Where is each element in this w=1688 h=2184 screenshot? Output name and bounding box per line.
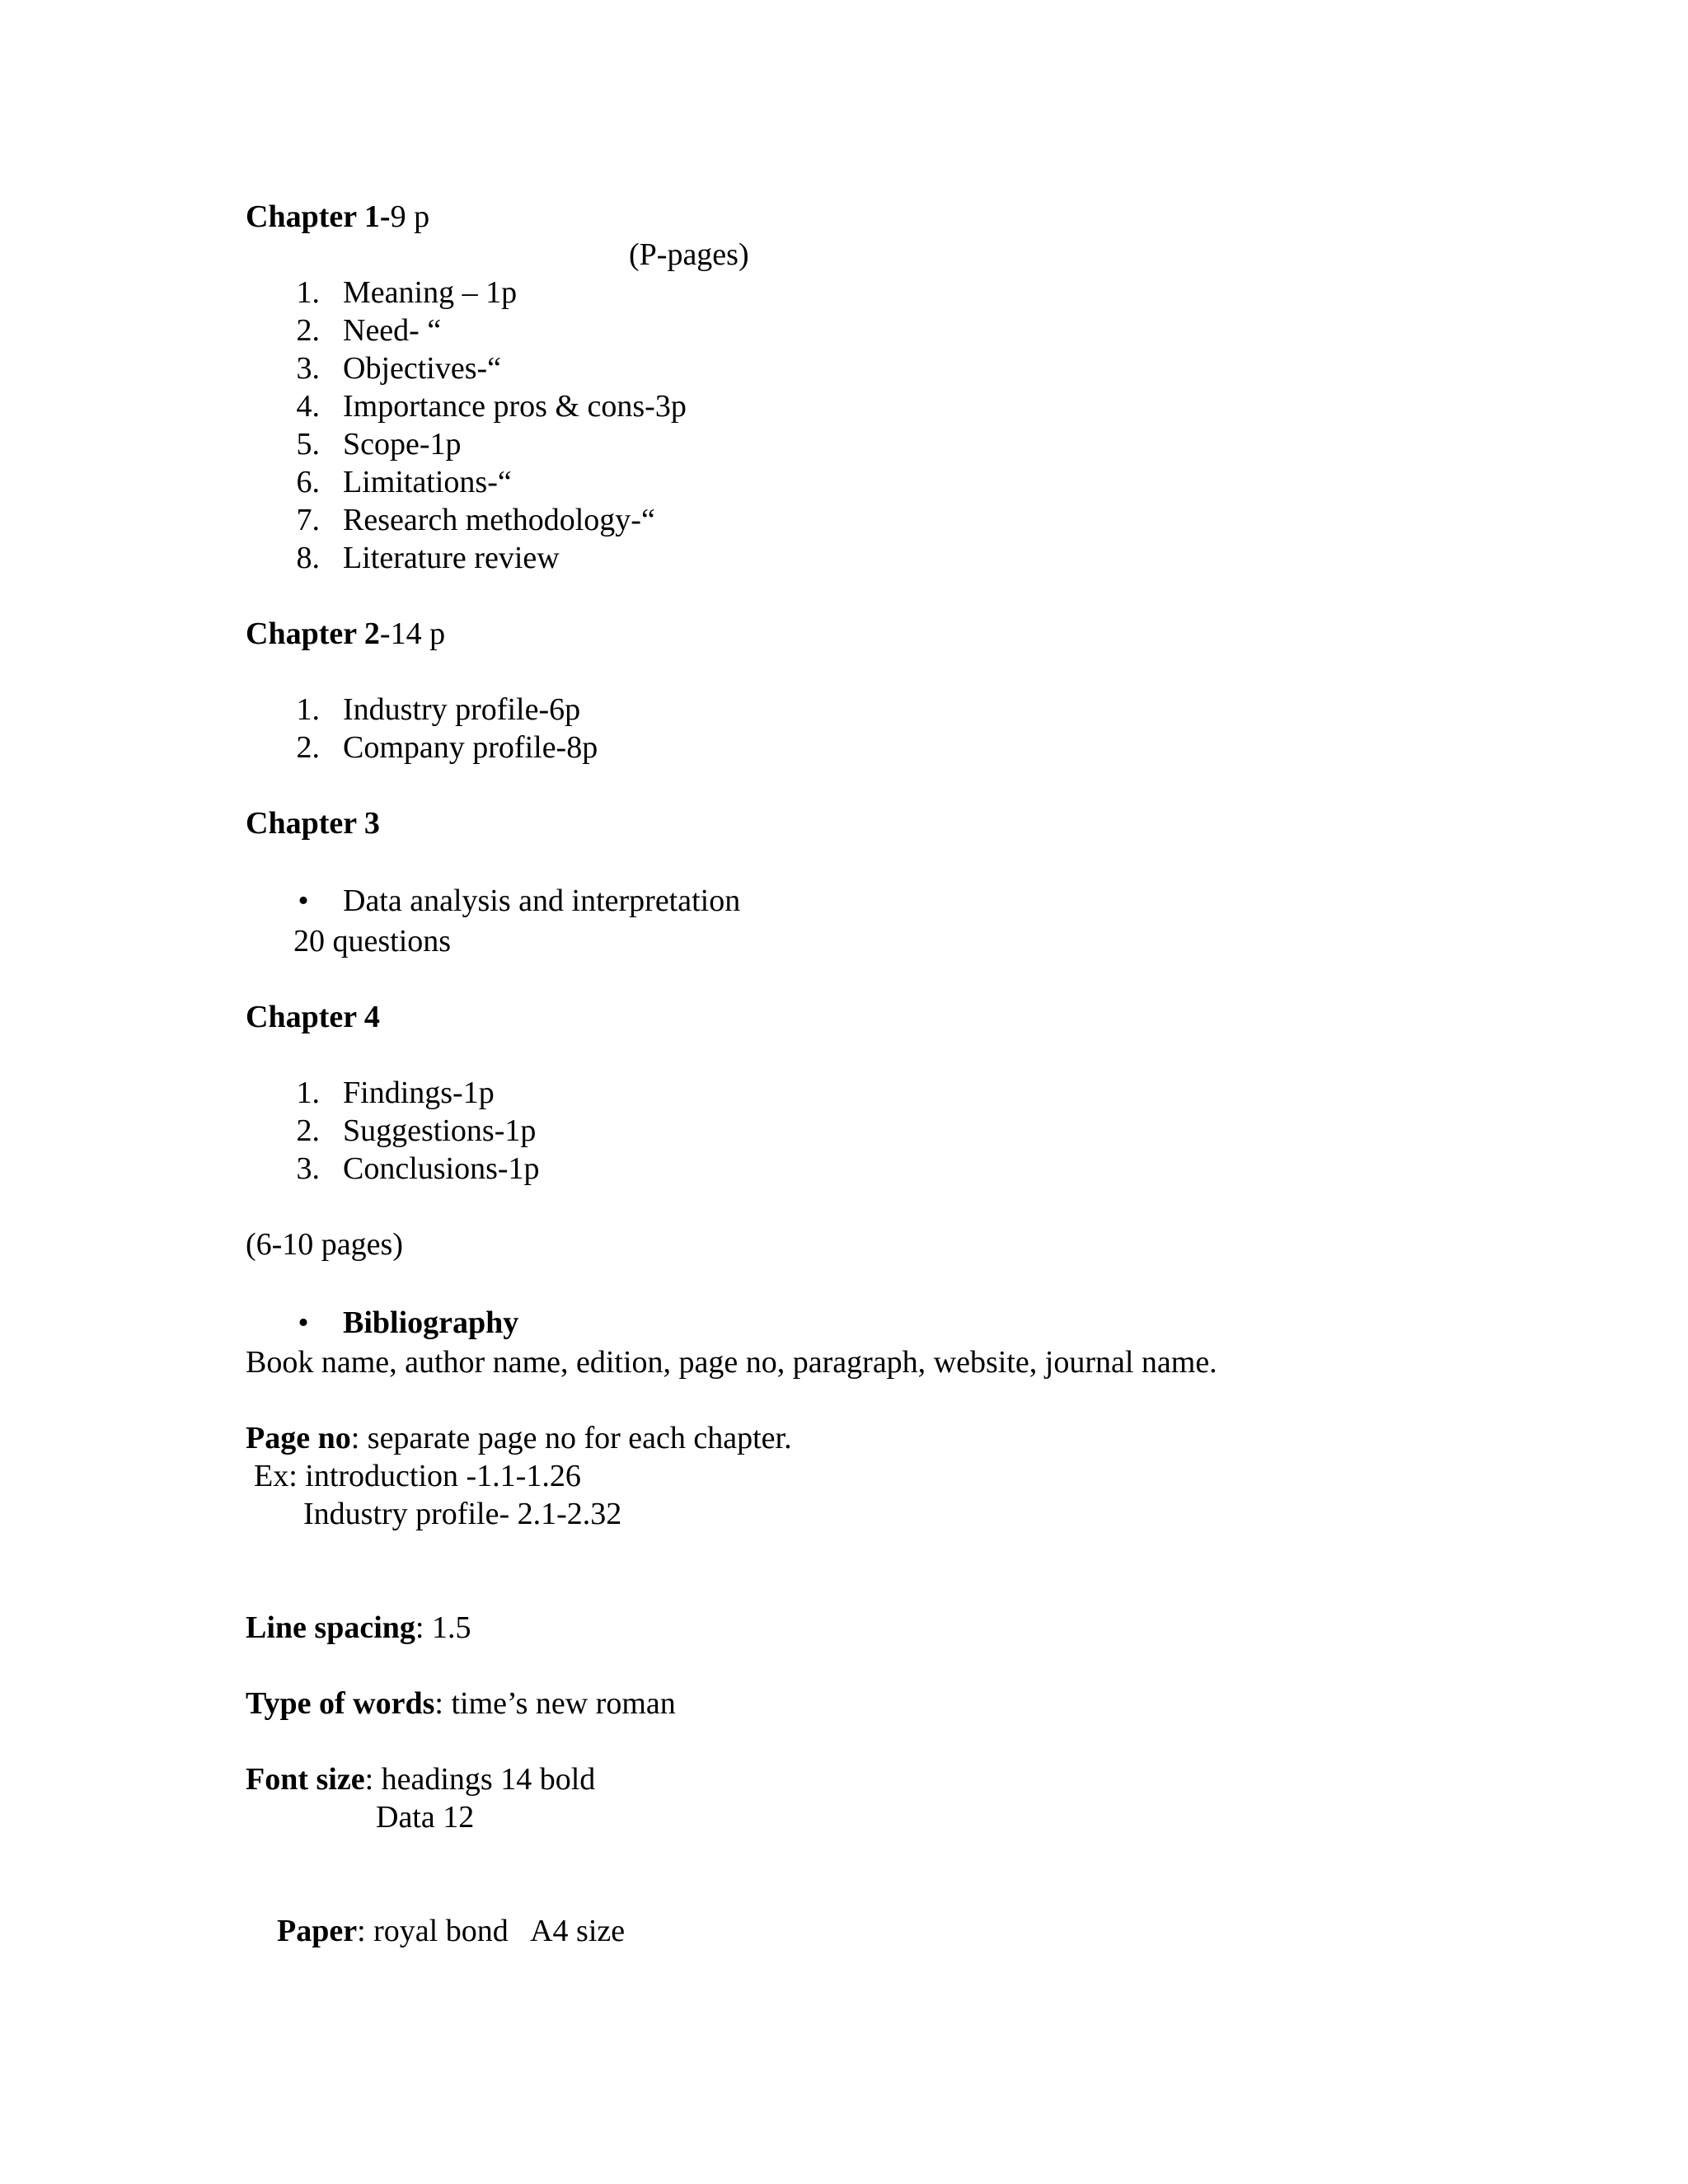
list-item-number: 2. bbox=[296, 730, 320, 765]
chapter-1-heading bbox=[246, 198, 429, 236]
type-of-words-line bbox=[246, 1685, 676, 1722]
chapter-2-heading-pages: -14 p bbox=[379, 616, 446, 651]
list-item-text: Importance pros & cons-3p bbox=[343, 389, 687, 424]
page-no-text: : separate page no for each chapter. bbox=[350, 1421, 792, 1455]
font-size-value: : headings 14 bold bbox=[364, 1762, 596, 1797]
font-size-line bbox=[246, 1760, 595, 1798]
list-item-number: 3. bbox=[296, 351, 320, 386]
type-of-words-value: : time’s new roman bbox=[434, 1686, 676, 1721]
font-size-label: Font size bbox=[246, 1762, 365, 1797]
chapter-2-heading-bold: Chapter 2 bbox=[246, 616, 380, 651]
list-item-text: Research methodology-“ bbox=[343, 503, 655, 537]
list-item-number: 1. bbox=[296, 1076, 320, 1110]
list-item-text: Literature review bbox=[343, 541, 560, 575]
chapter-3-bullet-text: Data analysis and interpretation bbox=[343, 883, 741, 918]
page-no-example-1: Ex: introduction -1.1-1.26 bbox=[254, 1459, 581, 1493]
list-item-number: 4. bbox=[296, 389, 320, 424]
paper-label: Paper bbox=[277, 1914, 358, 1948]
list-item-number: 1. bbox=[296, 275, 320, 310]
page-no-line bbox=[246, 1419, 792, 1457]
list-item-number: 8. bbox=[296, 541, 320, 575]
list-item-text: Scope-1p bbox=[343, 427, 462, 462]
chapter-3-sub-text: 20 questions bbox=[293, 924, 452, 958]
list-item-text: Findings-1p bbox=[343, 1076, 495, 1110]
bibliography-title: Bibliography bbox=[343, 1305, 519, 1340]
chapter-1-heading-bold: Chapter 1- bbox=[246, 199, 391, 234]
list-item-text: Need- “ bbox=[343, 313, 442, 348]
list-item-number: 1. bbox=[296, 692, 320, 727]
pages-note: (6-10 pages) bbox=[246, 1227, 403, 1262]
chapter-3-heading: Chapter 3 bbox=[246, 806, 380, 841]
list-item-text: Meaning – 1p bbox=[343, 275, 518, 310]
page-no-example-2: Industry profile- 2.1-2.32 bbox=[303, 1497, 622, 1531]
list-item-text: Industry profile-6p bbox=[343, 692, 581, 727]
list-item-text: Objectives-“ bbox=[343, 351, 502, 386]
chapter-4-heading: Chapter 4 bbox=[246, 1000, 380, 1034]
list-item-text: Suggestions-1p bbox=[343, 1113, 537, 1148]
list-item-number: 5. bbox=[296, 427, 320, 462]
page-no-label: Page no bbox=[246, 1421, 351, 1455]
line-spacing-label: Line spacing bbox=[246, 1610, 415, 1645]
type-of-words-label: Type of words bbox=[246, 1686, 435, 1721]
bibliography-text: Book name, author name, edition, page no, paragraph, website, journal name. bbox=[246, 1345, 1217, 1380]
font-size-data-line: Data 12 bbox=[376, 1800, 475, 1835]
paper-value: : royal bond A4 size bbox=[357, 1914, 626, 1948]
chapter-1-heading-pages: 9 p bbox=[390, 199, 430, 234]
list-item-number: 6. bbox=[296, 465, 320, 499]
bullet-glyph: • bbox=[298, 1305, 309, 1340]
list-item-number: 3. bbox=[296, 1151, 320, 1186]
list-item-text: Conclusions-1p bbox=[343, 1151, 540, 1186]
paper-line bbox=[246, 1874, 625, 1988]
list-item-text: Company profile-8p bbox=[343, 730, 598, 765]
list-item-text: Limitations-“ bbox=[343, 465, 512, 499]
chapter-2-heading bbox=[246, 615, 445, 653]
line-spacing-line bbox=[246, 1609, 471, 1647]
list-item-number: 2. bbox=[296, 1113, 320, 1148]
line-spacing-value: : 1.5 bbox=[415, 1610, 471, 1645]
chapter-1-pages-note: (P-pages) bbox=[629, 237, 749, 272]
bullet-glyph: • bbox=[298, 883, 309, 918]
list-item-number: 2. bbox=[296, 313, 320, 348]
list-item-number: 7. bbox=[296, 503, 320, 537]
